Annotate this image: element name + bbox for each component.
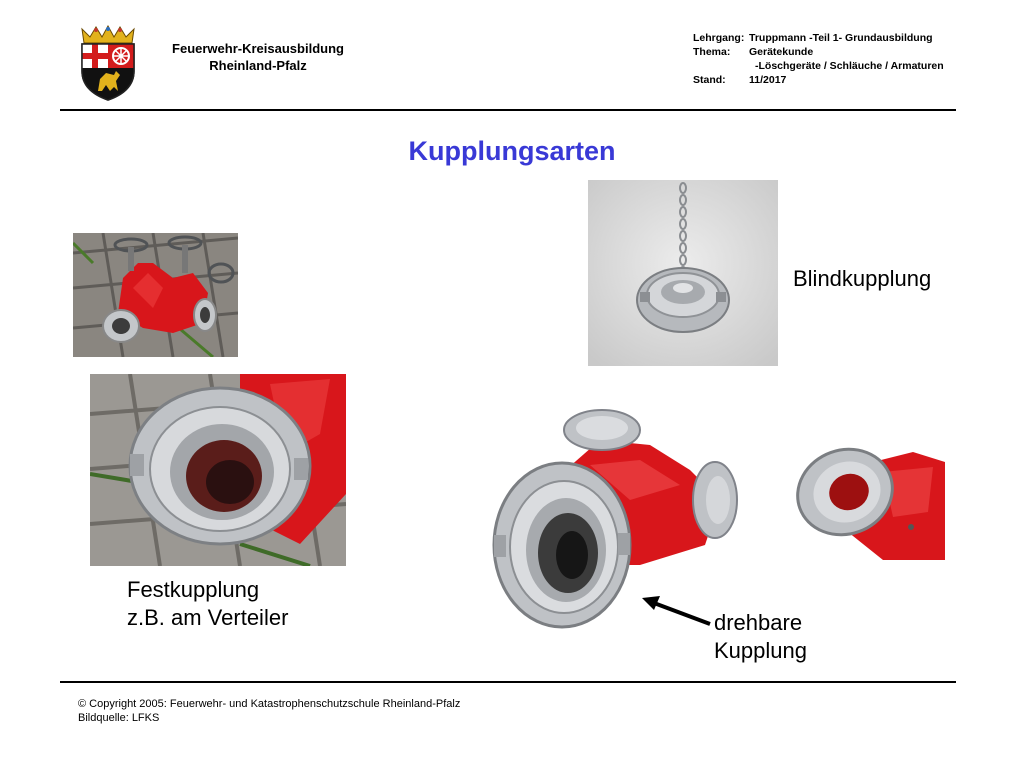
- fixed-coupling-photo: [90, 374, 346, 566]
- footer: [78, 697, 460, 725]
- pointer-arrow: [638, 594, 714, 628]
- org-line-2: Rheinland-Pfalz: [209, 58, 307, 73]
- fixed-coupling-label: [127, 576, 288, 632]
- page-title: Kupplungsarten: [408, 136, 616, 166]
- distributor-photo: [73, 233, 238, 357]
- topic-value: Gerätekunde: [749, 46, 814, 58]
- fixed-coupling-line-1: Festkupplung: [127, 577, 260, 602]
- fixed-coupling-line-2: z.B. am Verteiler: [127, 605, 289, 630]
- topic-value-2: -Löschgeräte / Schläuche / Armaturen: [755, 60, 944, 72]
- header-divider: [60, 109, 956, 111]
- rotating-coupling-label: [714, 609, 807, 665]
- rotating-coupling-line-2: Kupplung: [714, 638, 807, 663]
- blind-coupling-label: Blindkupplung: [793, 266, 932, 291]
- course-meta: [693, 31, 944, 87]
- copyright-text: © Copyright 2005: Feuerwehr- und Katastrophenschutzschule Rheinland-Pfalz: [78, 698, 461, 710]
- status-value: 11/2017: [749, 74, 787, 86]
- topic-label: Thema:: [693, 46, 731, 58]
- rotating-coupling-line-1: drehbare: [714, 610, 803, 635]
- image-source-text: Bildquelle: LFKS: [78, 712, 160, 724]
- organization-name: [150, 40, 366, 74]
- course-value: Truppmann -Teil 1- Grundausbildung: [749, 32, 933, 44]
- footer-divider: [60, 681, 956, 683]
- blind-coupling-photo: [588, 180, 778, 366]
- status-label: Stand:: [693, 74, 726, 86]
- org-line-1: Feuerwehr-Kreisausbildung: [172, 41, 344, 56]
- course-label: Lehrgang:: [693, 32, 745, 44]
- coat-of-arms-logo: [76, 25, 140, 101]
- coupling-detail-photo: [793, 432, 945, 560]
